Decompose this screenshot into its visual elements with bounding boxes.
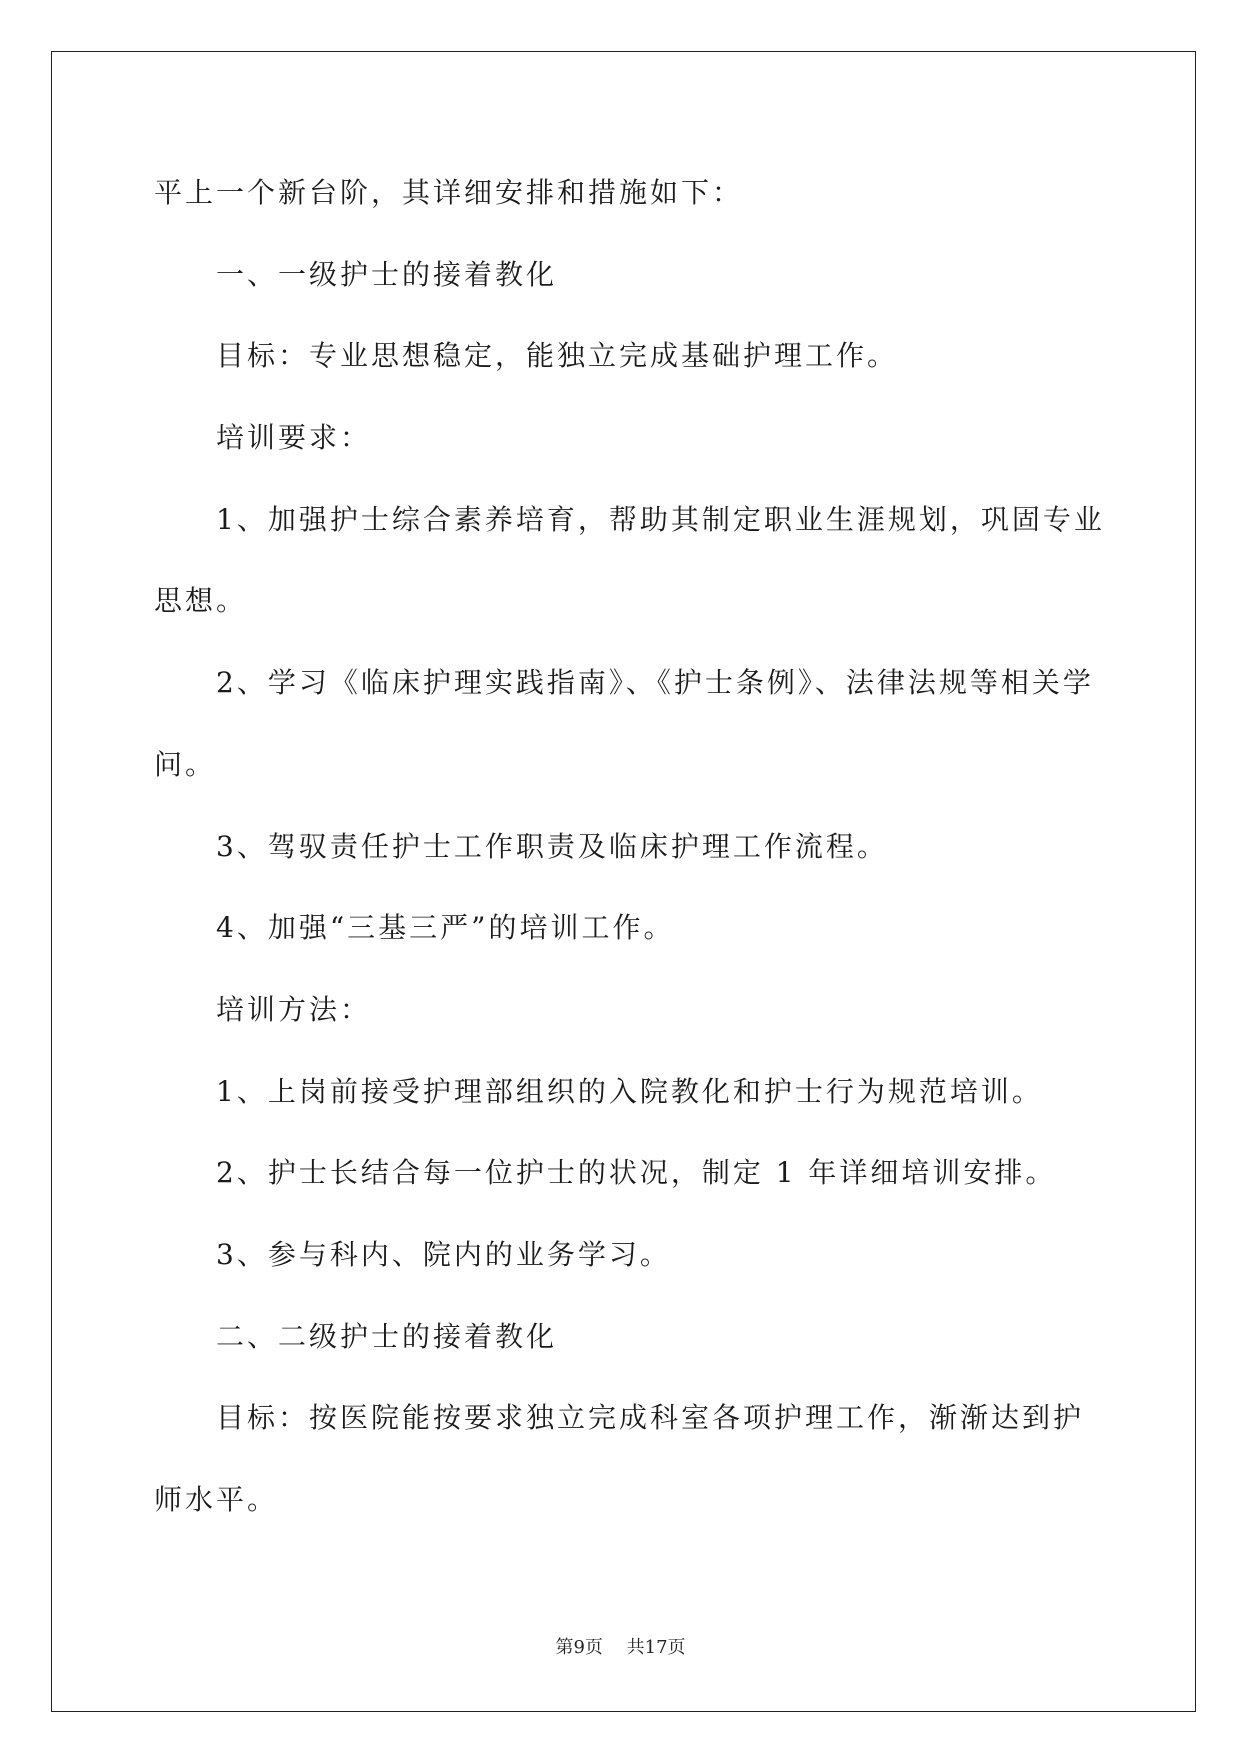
list-item: 3、参与科内、院内的业务学习。 [216, 1237, 671, 1271]
current-page-number: 第9页 [555, 1637, 603, 1658]
text-line: 目标：专业思想稳定，能独立完成基础护理工作。 [216, 339, 899, 373]
total-page-count: 共17页 [626, 1637, 686, 1658]
text-line: 目标：按医院能按要求独立完成科室各项护理工作，渐渐达到护 [216, 1401, 1085, 1435]
list-item-continuation: 思想。 [154, 584, 248, 618]
list-item-continuation: 问。 [154, 747, 217, 781]
list-item: 4、加强“三基三严”的培训工作。 [216, 911, 675, 945]
text-line: 平上一个新台阶，其详细安排和措施如下： [154, 176, 744, 209]
list-item: 2、学习《临床护理实践指南》、《护士条例》、法律法规等相关学 [216, 666, 1094, 700]
list-item: 1、上岗前接受护理部组织的入院教化和护士行为规范培训。 [216, 1074, 1043, 1108]
list-item: 3、驾驭责任护士工作职责及临床护理工作流程。 [216, 829, 888, 863]
text-line-continuation: 师水平。 [154, 1483, 279, 1516]
section-heading: 一、一级护士的接着教化 [216, 257, 558, 291]
subheading: 培训方法： [216, 992, 372, 1026]
page-footer [0, 1636, 1241, 1660]
list-item: 1、加强护士综合素养培育，帮助其制定职业生涯规划，巩固专业 [216, 502, 1105, 536]
list-item: 2、护士长结合每一位护士的状况，制定 1 年详细培训安排。 [216, 1156, 1057, 1190]
document-body [154, 152, 1154, 1541]
section-heading: 二、二级护士的接着教化 [216, 1319, 558, 1353]
subheading: 培训要求： [216, 421, 372, 455]
